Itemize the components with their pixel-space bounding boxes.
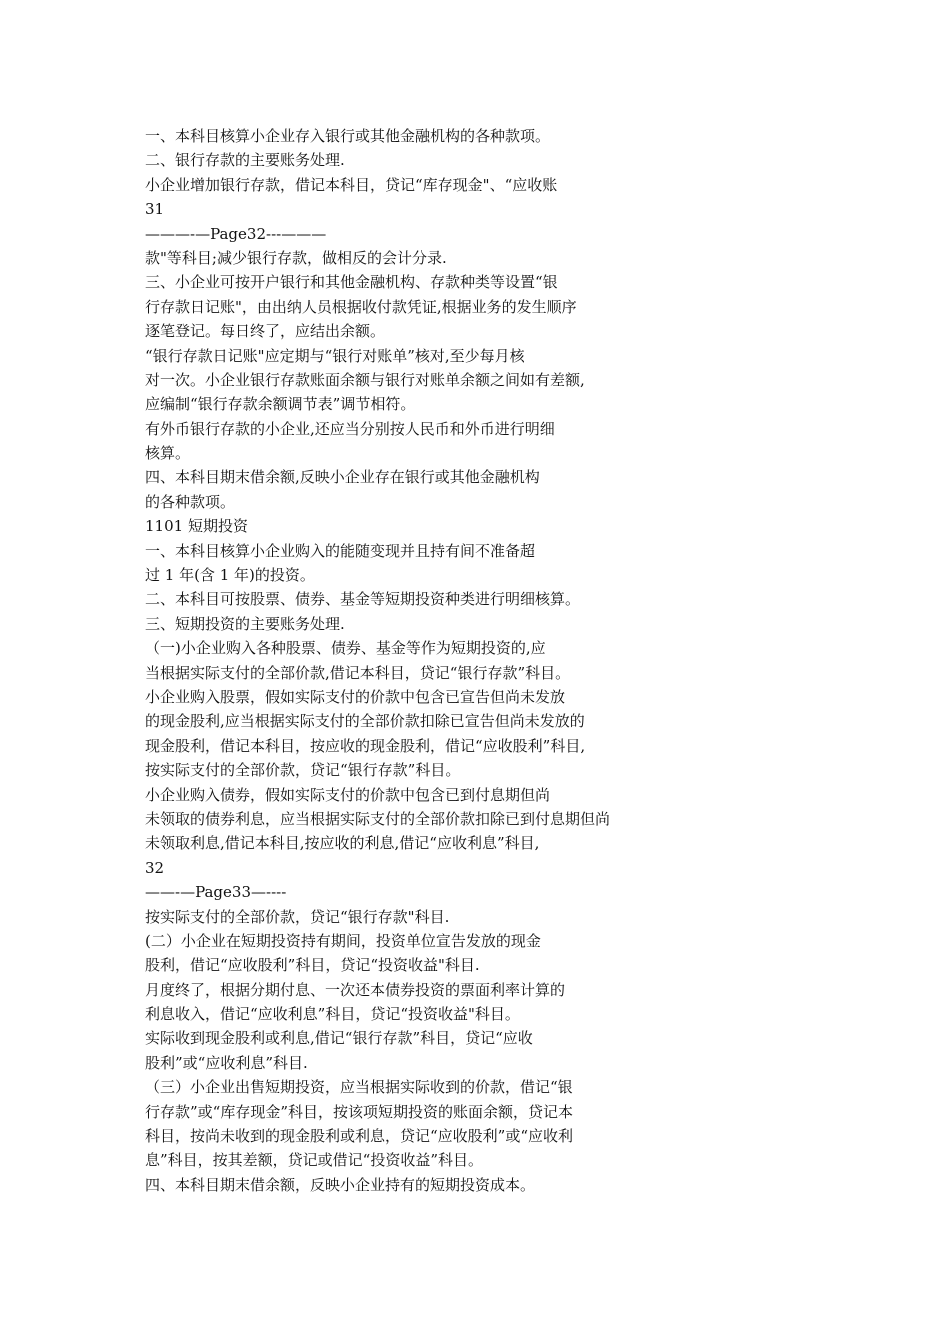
text-line: 行存款”或“库存现金”科目，按该项短期投资的账面余额，贷记本 bbox=[145, 1102, 574, 1121]
text-line: 未领取的债券利息，应当根据实际支付的全部价款扣除已到付息期但尚 bbox=[145, 809, 611, 828]
text-line: 对一次。小企业银行存款账面余额与银行对账单余额之间如有差额, bbox=[145, 370, 585, 389]
text-line: “银行存款日记账"应定期与“银行对账单”核对,至少每月核 bbox=[145, 346, 525, 365]
text-line: 三、短期投资的主要账务处理. bbox=[145, 614, 345, 633]
text-line: 息”科目，按其差额，贷记或借记“投资收益”科目。 bbox=[145, 1151, 484, 1170]
text-line: 有外币银行存款的小企业,还应当分别按人民币和外币进行明细 bbox=[145, 419, 555, 438]
document-body bbox=[145, 124, 845, 1197]
text-line: 未领取利息,借记本科目,按应收的利息,借记“应收利息”科目, bbox=[145, 834, 540, 853]
text-line: 一、本科目核算小企业购入的能随变现并且持有间不准备超 bbox=[145, 541, 536, 560]
text-line: 二、银行存款的主要账务处理. bbox=[145, 151, 345, 170]
text-line: 核算。 bbox=[145, 444, 191, 463]
text-line: ———-—Page32---——— bbox=[145, 224, 327, 243]
text-line: 三、小企业可按开户银行和其他金融机构、存款种类等设置“银 bbox=[145, 273, 558, 292]
text-line: 按实际支付的全部价款，贷记“银行存款"科目. bbox=[145, 907, 450, 926]
text-line: （三）小企业出售短期投资，应当根据实际收到的价款，借记“银 bbox=[145, 1078, 573, 1097]
text-line: 的各种款项。 bbox=[145, 492, 236, 511]
text-line: 小企业增加银行存款，借记本科目，贷记“库存现金"、“应收账 bbox=[145, 175, 558, 194]
text-line: 小企业购入债券，假如实际支付的价款中包含已到付息期但尚 bbox=[145, 785, 551, 804]
text-line: 股利，借记“应收股利”科目，贷记“投资收益"科目. bbox=[145, 956, 480, 975]
text-line: 按实际支付的全部价款，贷记“银行存款”科目。 bbox=[145, 761, 461, 780]
text-line: 利息收入，借记“应收利息”科目，贷记“投资收益"科目。 bbox=[145, 1005, 520, 1024]
text-line: 的现金股利,应当根据实际支付的全部价款扣除已宣告但尚未发放的 bbox=[145, 712, 585, 731]
text-line: 小企业购入股票，假如实际支付的价款中包含已宣告但尚未发放 bbox=[145, 687, 566, 706]
text-line: 逐笔登记。每日终了，应结出余额。 bbox=[145, 322, 386, 341]
text-line: 过 1 年(含 1 年)的投资。 bbox=[145, 566, 315, 585]
text-line: 股利”或“应收利息”科目. bbox=[145, 1053, 308, 1072]
text-line: 款"等科目;减少银行存款，做相反的会计分录. bbox=[145, 248, 447, 267]
text-line: （一)小企业购入各种股票、债券、基金等作为短期投资的,应 bbox=[145, 639, 546, 658]
text-line: 月度终了，根据分期付息、一次还本债券投资的票面利率计算的 bbox=[145, 980, 566, 999]
text-line: 科目，按尚未收到的现金股利或利息，贷记“应收股利”或“应收利 bbox=[145, 1127, 574, 1146]
text-line: 四、本科目期末借余额,反映小企业存在银行或其他金融机构 bbox=[145, 468, 540, 487]
text-line: 当根据实际支付的全部价款,借记本科目，贷记“银行存款”科目。 bbox=[145, 663, 571, 682]
text-line: 应编制“银行存款余额调节表”调节相符。 bbox=[145, 395, 416, 414]
text-line: 一、本科目核算小企业存入银行或其他金融机构的各种款项。 bbox=[145, 127, 551, 145]
text-line: ——-—Page33—---- bbox=[145, 883, 287, 902]
text-line: 实际收到现金股利或利息,借记“银行存款”科目，贷记“应收 bbox=[145, 1029, 533, 1048]
text-line: (二）小企业在短期投资持有期间，投资单位宣告发放的现金 bbox=[145, 931, 541, 950]
text-line: 四、本科目期末借余额，反映小企业持有的短期投资成本。 bbox=[145, 1175, 536, 1194]
text-line: 31 bbox=[145, 200, 165, 219]
text-line: 二、本科目可按股票、债券、基金等短期投资种类进行明细核算。 bbox=[145, 590, 581, 609]
text-line: 现金股利，借记本科目，按应收的现金股利，借记“应收股利”科目, bbox=[145, 736, 586, 755]
text-line: 32 bbox=[145, 858, 165, 877]
text-line: 行存款日记账"，由出纳人员根据收付款凭证,根据业务的发生顺序 bbox=[145, 297, 577, 316]
text-line: 1101 短期投资 bbox=[145, 517, 248, 536]
